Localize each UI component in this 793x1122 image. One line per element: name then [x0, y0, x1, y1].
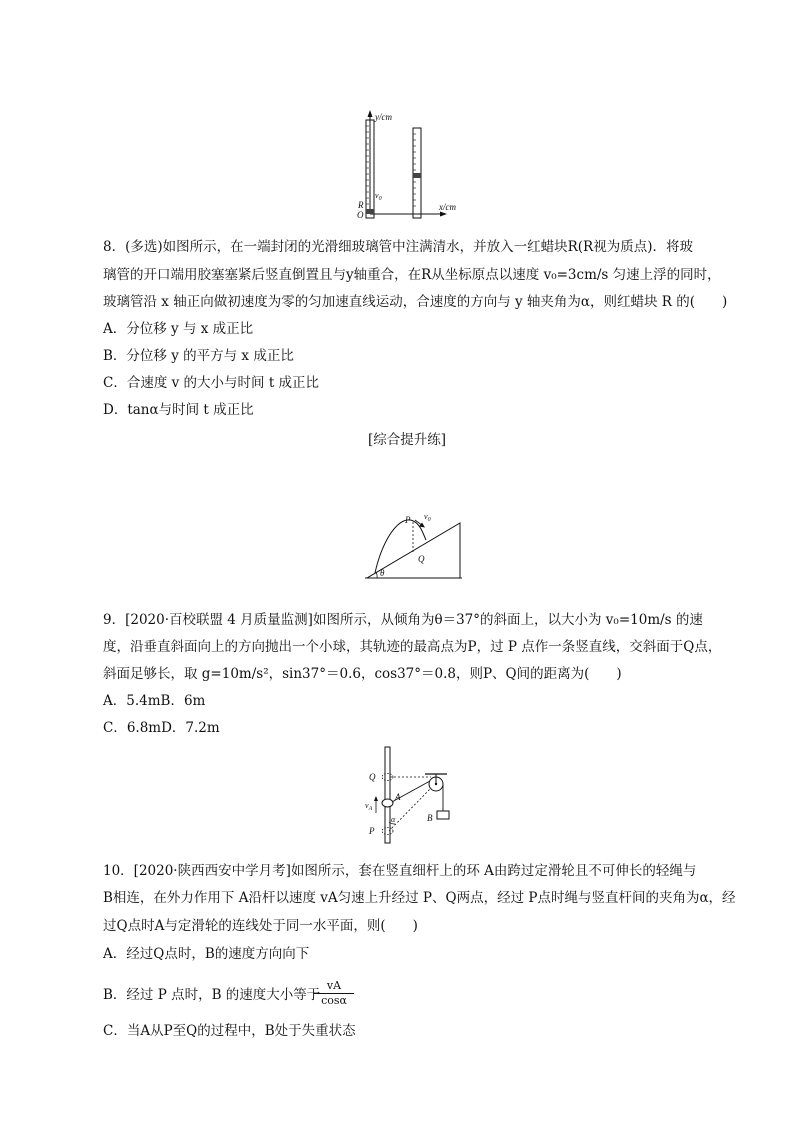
q8-option-a: A．分位移 y 与 x 成正比: [103, 321, 254, 337]
fraction-numerator: vA: [314, 979, 354, 994]
fraction-denominator: cosα: [321, 994, 347, 1007]
p-label: P: [369, 826, 375, 836]
section-heading: [综合提升练]: [368, 432, 447, 448]
v0-label: $v_0$: [375, 191, 382, 202]
y-axis-label: y/cm: [375, 112, 392, 122]
p-label: P: [405, 515, 411, 525]
q8-option-c: C．合速度 v 的大小与时间 t 成正比: [103, 375, 320, 391]
q10-line-2: B相连，在外力作用下 A沿杆以速度 vA匀速上升经过 P、Q两点，经过 P点时绳与竖直杆间的夹角为α，经: [103, 890, 736, 906]
alpha-label: α: [391, 815, 396, 824]
q10-line-3: 过Q点时A与定滑轮的连线处于同一水平面，则( ): [103, 918, 418, 934]
incline-figure: [365, 508, 465, 583]
q8-line-2: 璃管的开口端用胶塞塞紧后竖直倒置且与y轴重合，在R从坐标原点以速度 v₀=3cm/s 匀速上浮的同时，: [103, 267, 721, 283]
q8-option-b: B．分位移 y 的平方与 x 成正比: [103, 348, 294, 364]
v0-label: $v_0$: [424, 512, 431, 523]
q8-option-d: D．tanα与时间 t 成正比: [103, 402, 254, 418]
a-label: A: [395, 792, 401, 802]
q8-line-3: 玻璃管沿 x 轴正向做初速度为零的匀加速直线运动，合速度的方向与 y 轴夹角为α，则红蜡块 R 的( ): [103, 294, 728, 310]
theta-label: θ: [380, 568, 385, 578]
q9-options-cd: C．6.8mD．7.2m: [103, 720, 220, 736]
origin-label: O: [357, 210, 364, 220]
b-label: B: [427, 813, 433, 823]
q9-line-2: 度，沿垂直斜面向上的方向抛出一个小球，其轨迹的最高点为P，过 P 点作一条竖直线，交斜面于Q点，: [103, 639, 722, 655]
q9-line-3: 斜面足够长，取 g=10m/s²，sin37°＝0.6，cos37°＝0.8，则P、Q间的距离为( ): [103, 666, 622, 682]
q-label: Q: [418, 554, 425, 564]
tube-figure: [355, 110, 465, 220]
x-axis-label: x/cm: [439, 202, 456, 212]
r-label: R: [358, 200, 364, 210]
pulley-figure: [365, 745, 465, 845]
q10-option-b-fraction: [314, 979, 354, 1008]
q8-line-1: 8．(多选)如图所示，在一端封闭的光滑细玻璃管中注满清水，并放入一红蜡块R(R视为质点)．将玻: [103, 239, 693, 255]
q10-option-b: B．经过 P 点时，B 的速度大小等于: [103, 987, 321, 1003]
q10-line-1: 10．[2020·陕西西安中学月考]如图所示，套在竖直细杆上的环 A由跨过定滑轮且不可伸长的轻绳与: [103, 863, 697, 879]
va-label: $v_A$: [365, 801, 373, 812]
q10-option-a: A．经过Q点时，B的速度方向向下: [103, 946, 310, 962]
q-label: Q: [369, 772, 376, 782]
q10-option-c: C．当A从P至Q的过程中，B处于失重状态: [103, 1023, 356, 1039]
q9-line-1: 9．[2020·百校联盟 4 月质量监测]如图所示，从倾角为θ＝37°的斜面上，以大小为 v₀=10m/s 的速: [103, 612, 703, 628]
q9-options-ab: A．5.4mB．6m: [103, 693, 206, 709]
